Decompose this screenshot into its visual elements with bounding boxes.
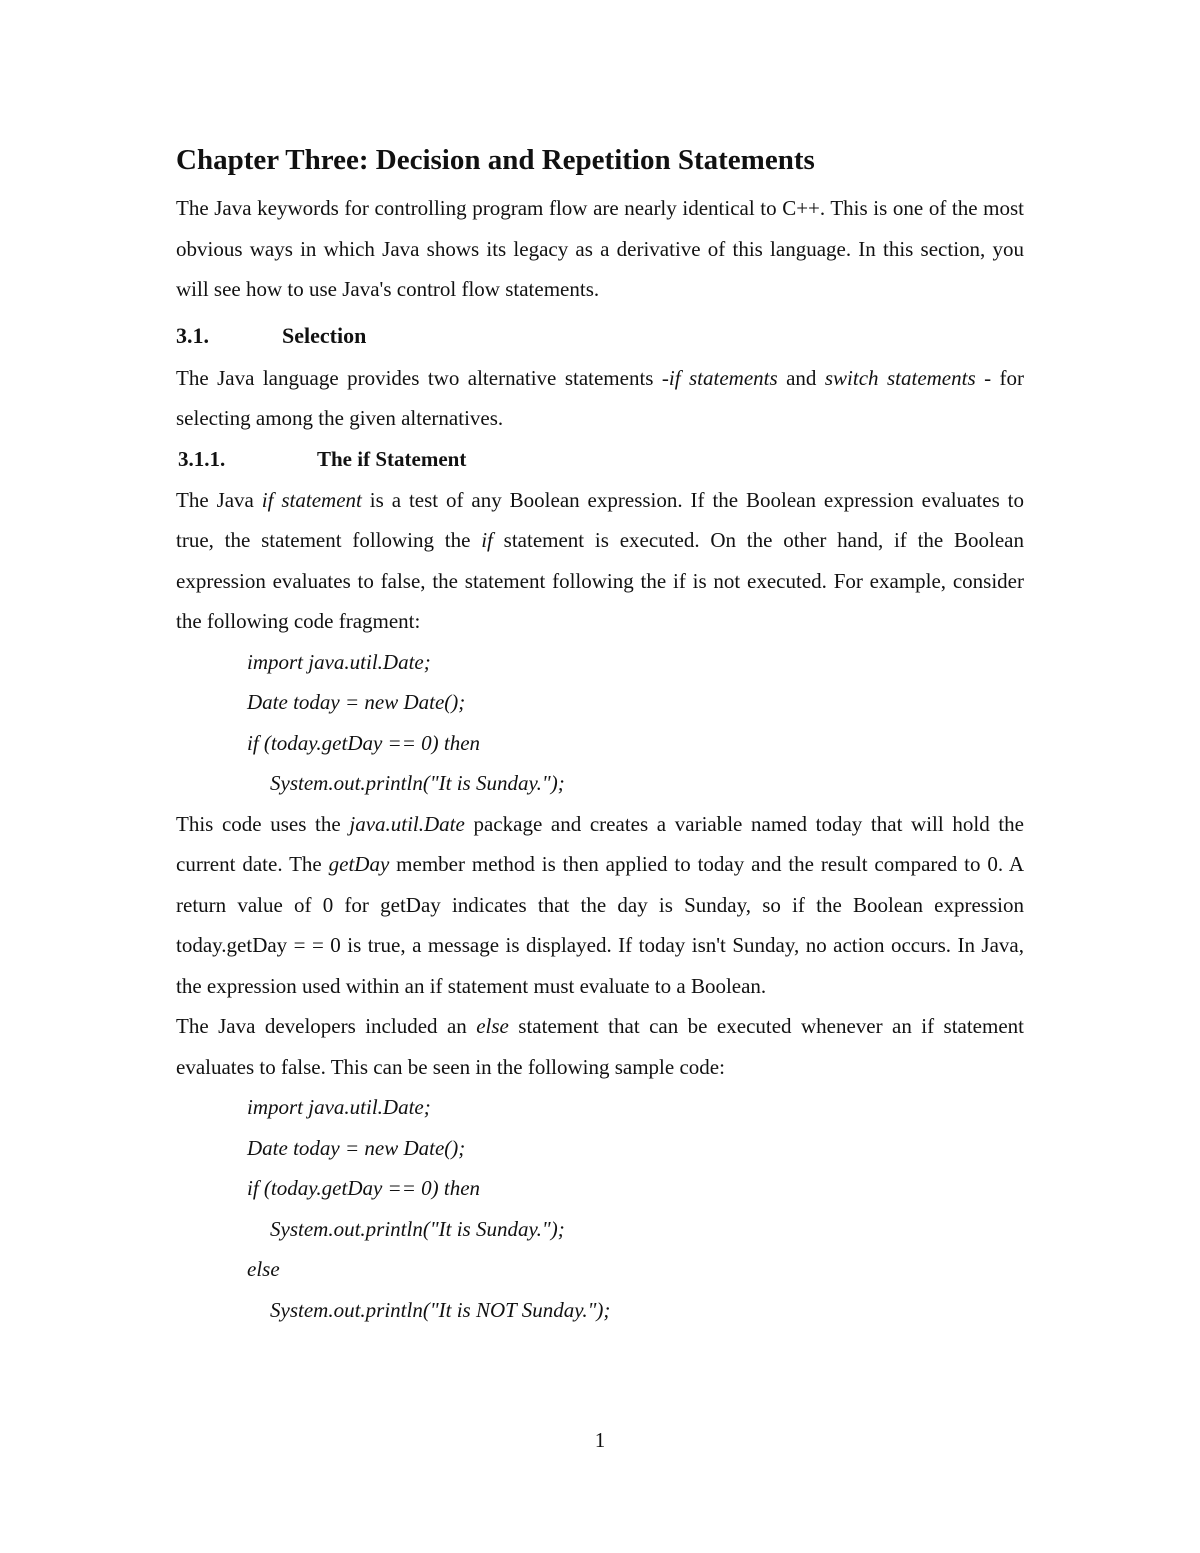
text-run: is a test of any Boolean expression. If the Boolean expression evaluates to true, the statement following the xyxy=(176,487,1025,552)
code-line: if (today.getDay == 0) then xyxy=(247,730,481,755)
text-run: statement that can be executed whenever an if statement evaluates to false. This can be seen in the following sample code: xyxy=(176,1014,1024,1079)
text-run: and xyxy=(777,365,825,390)
text-run-italic: if statements xyxy=(668,365,778,390)
text-run-italic: else xyxy=(476,1014,509,1038)
selection-paragraph xyxy=(176,358,1024,439)
text-run: The Java xyxy=(176,487,262,512)
explanation-paragraph xyxy=(176,804,1024,1007)
text-run: - for selecting among the given alternatives. xyxy=(176,365,1024,430)
text-run: member method is then applied to today and the result compared to 0. A return value of 0 for getDay indicates that the day is Sunday, so if the Boolean expression today.getDay = = 0 is true, a message is displayed. If today isn't Sunday, no action occurs. In Java, the expression used within an if statement must evaluate to a Boolean. xyxy=(176,852,1024,998)
section-number: 3.1. xyxy=(176,322,209,348)
text-run-italic: java.util.Date xyxy=(349,811,465,836)
chapter-title: Chapter Three: Decision and Repetition Statements xyxy=(176,144,815,176)
text-run-italic: switch statements xyxy=(824,365,976,390)
subsection-title: The if Statement xyxy=(317,446,467,471)
code-line: import java.util.Date; xyxy=(247,1095,431,1119)
intro-paragraph: The Java keywords for controlling program flow are nearly identical to C++. This is one of the most obvious ways in which Java shows its legacy as a derivative of this language. In this section, you will see how to use Java's control flow statements. xyxy=(176,196,1024,301)
section-title: Selection xyxy=(282,322,367,348)
text-run: The Java language provides two alternative statements - xyxy=(176,365,669,390)
page-content xyxy=(176,140,1024,1330)
section-heading-3-1-1 xyxy=(176,439,1024,480)
subsection-number: 3.1.1. xyxy=(178,446,226,471)
text-run-italic: if statement xyxy=(261,487,362,512)
text-run: This code uses the xyxy=(176,811,350,836)
else-paragraph xyxy=(176,1006,1024,1087)
code-line: Date today = new Date(); xyxy=(247,1135,466,1160)
code-line: System.out.println("It is NOT Sunday."); xyxy=(270,1297,611,1322)
code-line: System.out.println("It is Sunday."); xyxy=(270,771,565,795)
text-run: The Java developers included an xyxy=(176,1014,477,1038)
code-sample-2 xyxy=(176,1087,1024,1330)
text-run: package and creates a variable named today that will hold the current date. The xyxy=(176,811,1024,876)
code-line: else xyxy=(247,1257,280,1281)
code-line: Date today = new Date(); xyxy=(247,690,466,714)
text-run-italic: if xyxy=(481,528,493,552)
text-run-italic: getDay xyxy=(328,852,390,876)
code-line: System.out.println("It is Sunday."); xyxy=(270,1216,565,1241)
page-number: 1 xyxy=(594,1428,606,1452)
section-heading-3-1 xyxy=(176,314,1024,358)
if-statement-paragraph xyxy=(176,480,1024,642)
code-line: import java.util.Date; xyxy=(247,649,431,674)
code-line: if (today.getDay == 0) then xyxy=(247,1176,481,1200)
code-sample-1 xyxy=(176,642,1024,804)
text-run: statement is executed. On the other hand, if the Boolean expression evaluates to false, the statement following the if is not executed. For example, consider the following code fragment: xyxy=(176,528,1024,633)
